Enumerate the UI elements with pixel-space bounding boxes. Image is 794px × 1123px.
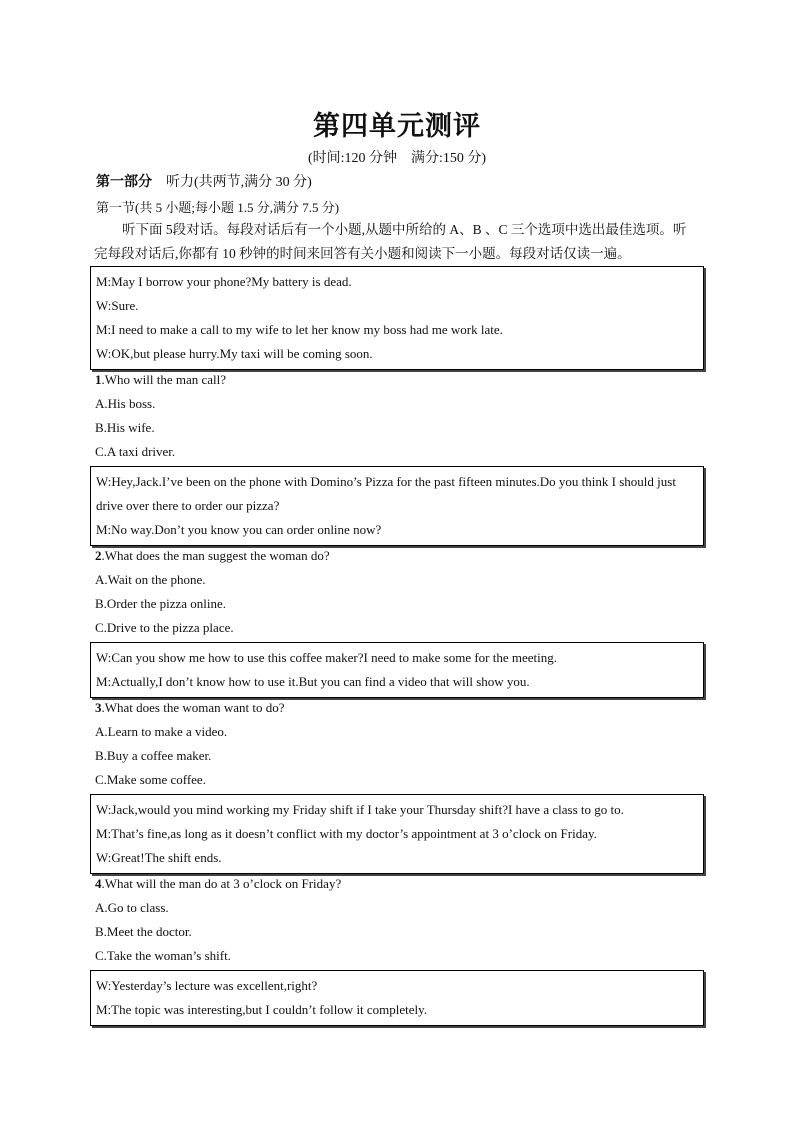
dialogue-line: W:Hey,Jack.I’ve been on the phone with Domino’s Pizza for the past fifteen minutes.Do you think I should just drive over there to order our pizza? bbox=[96, 474, 676, 513]
dialogue-box-3 bbox=[90, 642, 704, 698]
option-a: A.Wait on the phone. bbox=[95, 572, 206, 587]
dialogue-line: W:Jack,would you mind working my Friday shift if I take your Thursday shift?I have a class to go to. bbox=[96, 802, 624, 817]
question-number: 2 bbox=[95, 548, 102, 563]
question-4 bbox=[95, 872, 341, 896]
exam-time-and-score: (时间:120 分钟 满分:150 分) bbox=[307, 151, 487, 166]
option-b: B.Order the pizza online. bbox=[95, 596, 227, 611]
question-text: .Who will the man call? bbox=[101, 372, 227, 387]
dialogue-box-1 bbox=[90, 266, 704, 370]
option-c: C.Drive to the pizza place. bbox=[95, 620, 234, 635]
question-text: .What does the woman want to do? bbox=[101, 700, 285, 715]
dialogue-line: M:No way.Don’t you know you can order online now? bbox=[96, 522, 382, 537]
option-a: A.Go to class. bbox=[95, 900, 169, 915]
dialogue-box-5 bbox=[90, 970, 704, 1026]
question-3 bbox=[95, 696, 285, 720]
question-2 bbox=[95, 544, 330, 568]
dialogue-box-4 bbox=[90, 794, 704, 874]
dialogue-box-2 bbox=[90, 466, 704, 546]
dialogue-line: M:May I borrow your phone?My battery is dead. bbox=[96, 274, 352, 289]
option-a: A.Learn to make a video. bbox=[95, 724, 228, 739]
section-heading: 第一节(共 5 小题;每小题 1.5 分,满分 7.5 分) bbox=[96, 200, 340, 215]
option-b: B.His wife. bbox=[95, 420, 155, 435]
dialogue-line: M:Actually,I don’t know how to use it.But you can find a video that will show you. bbox=[96, 674, 530, 689]
option-a: A.His boss. bbox=[95, 396, 156, 411]
dialogue-line: M:That’s fine,as long as it doesn’t conflict with my doctor’s appointment at 3 o’clock on Friday. bbox=[96, 826, 597, 841]
instructions: 听下面 5段对话。每段对话后有一个小题,从题中所给的 A、B 、C 三个选项中选出最佳选项。听完每段对话后,你都有 10 秒钟的时间来回答有关小题和阅读下一小题。每段对话仅读一遍。 bbox=[94, 222, 687, 261]
question-1 bbox=[95, 368, 226, 392]
dialogue-line: W:Great!The shift ends. bbox=[96, 850, 222, 865]
page-title: 第四单元测评 bbox=[313, 111, 481, 141]
option-c: C.Take the woman’s shift. bbox=[95, 948, 231, 963]
option-b: B.Buy a coffee maker. bbox=[95, 748, 212, 763]
dialogue-line: W:Sure. bbox=[96, 298, 139, 313]
option-c: C.A taxi driver. bbox=[95, 444, 176, 459]
option-b: B.Meet the doctor. bbox=[95, 924, 192, 939]
dialogue-line: W:Can you show me how to use this coffee maker?I need to make some for the meeting. bbox=[96, 650, 558, 665]
question-number: 1 bbox=[95, 372, 102, 387]
part-heading bbox=[96, 171, 312, 191]
dialogue-line: W:OK,but please hurry.My taxi will be coming soon. bbox=[96, 346, 373, 361]
dialogue-line: W:Yesterday’s lecture was excellent,right? bbox=[96, 978, 318, 993]
part-label: 第一部分 bbox=[96, 175, 152, 190]
option-c: C.Make some coffee. bbox=[95, 772, 206, 787]
question-text: .What does the man suggest the woman do? bbox=[101, 548, 330, 563]
question-number: 3 bbox=[95, 700, 102, 715]
dialogue-line: M:I need to make a call to my wife to let her know my boss had me work late. bbox=[96, 322, 503, 337]
question-text: .What will the man do at 3 o’clock on Friday? bbox=[101, 876, 342, 891]
question-number: 4 bbox=[95, 876, 102, 891]
part-name: 听力(共两节,满分 30 分) bbox=[166, 175, 312, 190]
dialogue-line: M:The topic was interesting,but I couldn’t follow it completely. bbox=[96, 1002, 428, 1017]
